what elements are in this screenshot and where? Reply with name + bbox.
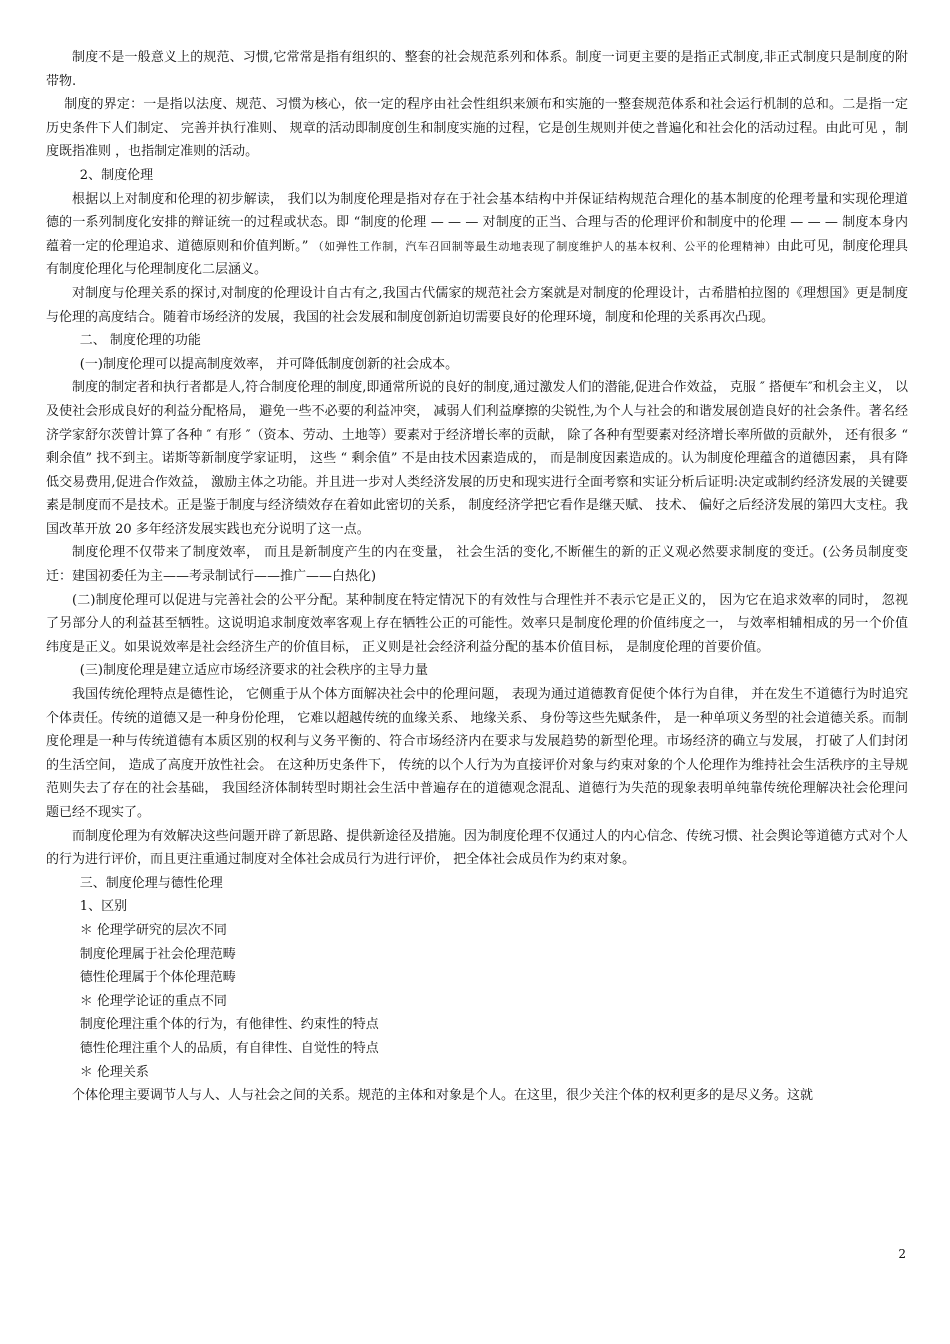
subheading-social-order: (三)制度伦理是建立适应市场经济要求的社会秩序的主导力量 <box>79 663 428 679</box>
page-number: 2 <box>898 1247 906 1261</box>
list-item: 德性伦理注重个人的品质，有自律性、自觉性的特点 <box>79 1040 379 1056</box>
paragraph-fair-distribution: (二)制度伦理可以促进与完善社会的公平分配。某种制度在特定情况下的有效性与合理性并不表示它是正义的， 因为它在追求效率的同时， 忽视了另部分人的利益甚至牺牲。这说明追求制度效率客观上存在牺牲公正的可能性。效率只是制度伦理的价值纬度之一， 与效率相辅相成的另一个价值纬度是正义。如果说效率是社会经济生产的价值目标， 正义则是社会经济利益分配的基本价值目标， 是制度伦理的首要价值。 <box>46 592 908 655</box>
list-item: ＊ 伦理学研究的层次不同 <box>79 922 227 938</box>
paragraph-institution-scope: 制度的界定：一是指以法度、规范、习惯为核心，依一定的程序由社会性组织来颁布和实施的一整套规范体系和社会运行机制的总和。二是指一定历史条件下人们制定、 完善并执行准则、 规章的活动即制度创生和制度实施的过程，它是创生规则并使之普遍化和社会化的活动过程。由此可见 ，制度既指准则 ，也指制定准则的活动。 <box>46 97 908 160</box>
list-item: ＊ 伦理关系 <box>79 1064 149 1080</box>
subheading-efficiency: (一)制度伦理可以提高制度效率， 并可降低制度创新的社会成本。 <box>79 356 459 372</box>
paragraph-institution-ethics-relation: 对制度与伦理关系的探讨,对制度的伦理设计自古有之,我国古代儒家的规范社会方案就是对制度的伦理设计，古希腊柏拉图的《理想国》更是制度与伦理的高度结合。随着市场经济的发展，我国的社会发展和制度创新迫切需要良好的伦理环境，制度和伦理的关系再次凸现。 <box>46 285 908 325</box>
paragraph-efficiency: 制度的制定者和执行者都是人,符合制度伦理的制度,即通常所说的良好的制度,通过激发人们的潜能,促进合作效益， 克服 ″ 搭便车″和机会主义， 以及使社会形成良好的利益分配格局， 避免一些不必要的利益冲突， 减弱人们利益摩擦的尖锐性,为个人与社会的和谐发展创造良好的社会条件。著名经济学家舒尔茨曾计算了各种 ″ 有形 ″（资本、劳动、土地等）要素对于经济增长率的贡献， 除了各种有型要素对经济增长率所做的贡献外， 还有很多 “ 剩余值” 找不到主。诺斯等新制度学家证明， 这些 “ 剩余值” 不是由技术因素造成的， 而是制度因素造成的。认为制度伦理蕴含的道德因素， 具有降低交易费用,促进合作效益， 激励主体之功能。并且进一步对人类经济发展的历史和现实进行全面考察和实证分析后证明:决定或制约经济发展的关键要素是制度而不是技术。正是鉴于制度与经济绩效存在着如此密切的关系， 制度经济学把它看作是继天赋、 技术、 偏好之后经济发展的第四大支柱。我国改革开放 20 多年经济发展实践也充分说明了这一点。 <box>46 380 908 537</box>
heading-section-three: 三、制度伦理与德性伦理 <box>79 875 223 891</box>
list-item: 制度伦理属于社会伦理范畴 <box>79 946 236 962</box>
list-item: ＊ 伦理学论证的重点不同 <box>79 993 227 1009</box>
paragraph-new-approach: 而制度伦理为有效解决这些问题开辟了新思路、提供新途径及措施。因为制度伦理不仅通过人的内心信念、传统习惯、社会舆论等道德方式对个人的行为进行评价，而且更注重通过制度对全体社会成员行为进行评价， 把全体社会成员作为约束对象。 <box>46 828 908 868</box>
heading-section-two: 二、 制度伦理的功能 <box>79 333 201 349</box>
heading-institutional-ethics: 2、制度伦理 <box>79 167 154 183</box>
parenthetical-note: （如弹性工作制，汽车召回制等最生动地表现了制度维护人的基本权利、公平的伦理精神） <box>312 239 777 253</box>
document-body <box>46 46 908 1108</box>
paragraph-institutional-change: 制度伦理不仅带来了制度效率， 而且是新制度产生的内在变量， 社会生活的变化,不断催生的新的正义观必然要求制度的变迁。(公务员制度变迁：建国初委任为主——考录制试行——推广——白热化) <box>46 545 908 585</box>
paragraph-institutional-ethics-meaning <box>46 188 908 282</box>
list-item: 德性伦理属于个体伦理范畴 <box>79 970 236 986</box>
paragraph-traditional-ethics: 我国传统伦理特点是德性论， 它侧重于从个体方面解决社会中的伦理问题， 表现为通过道德教育促使个体行为自律， 并在发生不道德行为时追究个体责任。传统的道德又是一种身份伦理， 它难以超越传统的血缘关系、 地缘关系、 身份等这些先赋条件， 是一种单项义务型的社会道德关系。而制度伦理是一种与传统道德有本质区别的权利与义务平衡的、符合市场经济内在要求与发展趋势的新型伦理。市场经济的确立与发展， 打破了人们封闭的生活空间， 造成了高度开放性社会。 在这种历史条件下， 传统的以个人行为为直接评价对象与约束对象的个人伦理作为维持社会生活秩序的主导规范则失去了存在的社会基础， 我国经济体制转型时期社会生活中普遍存在的道德观念混乱、道德行为失范的现象表明单纯靠传统伦理解决社会伦理问题已经不现实了。 <box>46 687 908 820</box>
paragraph-institution-definition: 制度不是一般意义上的规范、习惯,它常常是指有组织的、整套的社会规范系列和体系。制度一词更主要的是指正式制度,非正式制度只是制度的附带物. <box>46 50 908 89</box>
subheading-differences: 1、区别 <box>79 899 128 915</box>
paragraph-text: 由此可见，制度伦理具有制度伦理化与伦理制度化二层涵义。 <box>46 238 908 278</box>
list-item: 制度伦理注重个体的行为，有他律性、约束性的特点 <box>79 1017 379 1033</box>
paragraph-individual-ethics: 个体伦理主要调节人与人、人与社会之间的关系。规范的主体和对象是个人。在这里，很少关注个体的权利更多的是尽义务。这就 <box>72 1088 814 1104</box>
paragraph-text: 根据以上对制度和伦理的初步解读， 我们以为制度伦理是指对存在于社会基本结构中并保证结构规范合理化的基本制度的伦理考量和实现伦理道德的一系列制度化安排的辩证统一的过程或状态。即 “制度的伦理 — — — 对制度的正当、合理与否的伦理评价和制度中的伦理 — — — 制度本身内蕴着一定的伦理追求、道德原则和价值判断。” <box>46 191 908 254</box>
